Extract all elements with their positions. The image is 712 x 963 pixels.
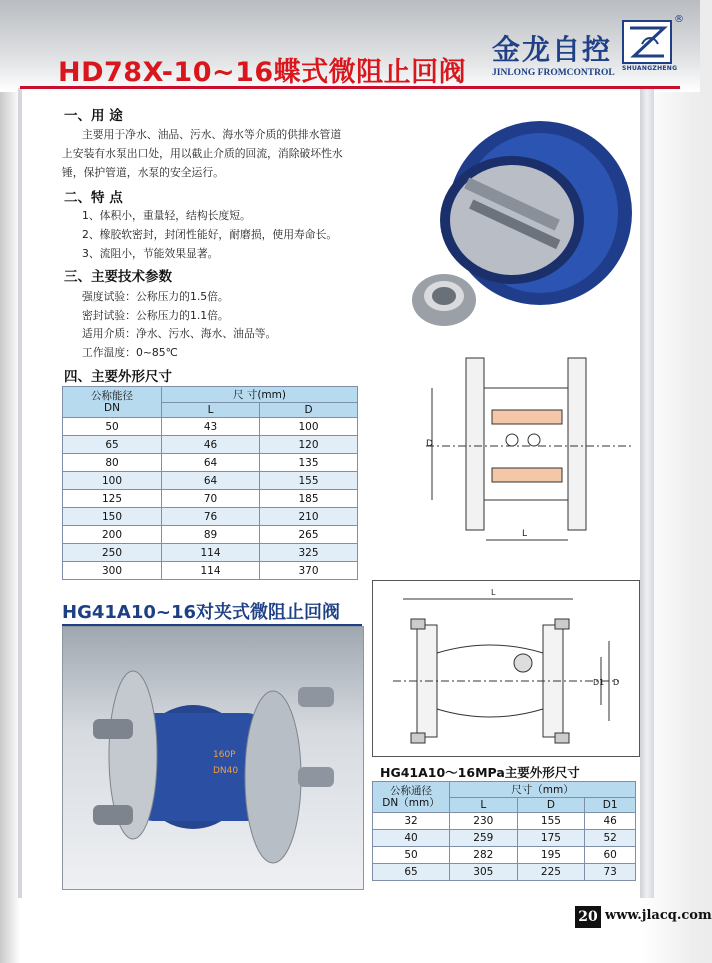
table-cell: 65 bbox=[373, 864, 450, 881]
table-cell: 64 bbox=[162, 472, 260, 490]
hg-section-title: HG41A10~16对夹式微阻止回阀 bbox=[62, 602, 340, 623]
brand-name-cn: 金龙自控 bbox=[492, 33, 613, 66]
table-cell: 282 bbox=[450, 847, 518, 864]
table-cell: 125 bbox=[63, 490, 162, 508]
table-cell: 32 bbox=[373, 813, 450, 830]
hg-section-drawing bbox=[373, 581, 639, 756]
logo-subtext: SHUANGZHENG bbox=[622, 65, 678, 72]
table-cell: 250 bbox=[63, 544, 162, 562]
dimension-table-hd78x bbox=[62, 386, 358, 580]
page-number: 20 bbox=[575, 906, 601, 928]
valve-photo-blue bbox=[440, 121, 632, 305]
hg-table-title: HG41A10～16MPa主要外形尺寸 bbox=[380, 765, 580, 780]
hg-product-photo bbox=[62, 626, 364, 890]
usage-line-2: 上安装有水泵出口处，用以截止介质的回流，消除破坏性水 bbox=[62, 147, 343, 160]
company-logo-icon bbox=[622, 20, 672, 64]
table-cell: 73 bbox=[585, 864, 636, 881]
label-d: D bbox=[426, 439, 433, 449]
table-cell: 225 bbox=[517, 864, 585, 881]
table-cell: 370 bbox=[260, 562, 358, 580]
usage-line-1: 主要用于净水、油品、污水、海水等介质的供排水管道 bbox=[82, 128, 342, 141]
table-cell: 175 bbox=[517, 830, 585, 847]
table-cell: 50 bbox=[373, 847, 450, 864]
col-size-header: 尺 寸(mm) bbox=[162, 387, 358, 403]
table-cell: 325 bbox=[260, 544, 358, 562]
website-link[interactable]: www.jlacq.com bbox=[605, 908, 712, 923]
table-cell: 40 bbox=[373, 830, 450, 847]
table-cell: 52 bbox=[585, 830, 636, 847]
col-d-header: D bbox=[260, 403, 358, 418]
valve-photo-small bbox=[412, 274, 476, 326]
t2-col-d-header: D bbox=[517, 798, 585, 813]
table-cell: 200 bbox=[63, 526, 162, 544]
param-item-2: 密封试验：公称压力的1.1倍。 bbox=[82, 309, 229, 322]
photo-pressure-mark: 160P bbox=[213, 750, 236, 760]
table-row bbox=[63, 418, 358, 436]
table-row bbox=[373, 830, 636, 847]
table-cell: 259 bbox=[450, 830, 518, 847]
hg-valve-photo bbox=[63, 627, 363, 889]
table-row bbox=[63, 436, 358, 454]
table-row bbox=[63, 454, 358, 472]
table-row bbox=[373, 813, 636, 830]
section-usage-heading: 一、用 途 bbox=[64, 108, 123, 124]
table-cell: 70 bbox=[162, 490, 260, 508]
table-row bbox=[63, 508, 358, 526]
hg-label-d: D bbox=[613, 678, 620, 687]
param-item-3: 适用介质：净水、污水、海水、油品等。 bbox=[82, 327, 277, 340]
feature-item-2: 2、橡胶软密封，封闭性能好，耐磨损，使用寿命长。 bbox=[82, 228, 338, 241]
table-cell: 76 bbox=[162, 508, 260, 526]
table-cell: 80 bbox=[63, 454, 162, 472]
table-cell: 100 bbox=[63, 472, 162, 490]
table-cell: 64 bbox=[162, 454, 260, 472]
table-row bbox=[63, 562, 358, 580]
table-cell: 195 bbox=[517, 847, 585, 864]
table-cell: 100 bbox=[260, 418, 358, 436]
registered-mark: ® bbox=[674, 14, 684, 25]
table-cell: 150 bbox=[63, 508, 162, 526]
col-l-header: L bbox=[162, 403, 260, 418]
label-l: L bbox=[522, 529, 528, 539]
table-cell: 89 bbox=[162, 526, 260, 544]
table-row bbox=[63, 526, 358, 544]
param-item-4: 工作温度：0~85℃ bbox=[82, 346, 178, 359]
section-params-heading: 三、主要技术参数 bbox=[64, 269, 172, 285]
table-row bbox=[63, 490, 358, 508]
hg-label-l: L bbox=[491, 588, 496, 597]
table-cell: 185 bbox=[260, 490, 358, 508]
table-cell: 46 bbox=[162, 436, 260, 454]
dimension-table-hg41a bbox=[372, 781, 636, 881]
table-row bbox=[373, 864, 636, 881]
table-row bbox=[373, 847, 636, 864]
hd78x-illustration bbox=[372, 88, 638, 562]
table-cell: 155 bbox=[260, 472, 358, 490]
table-row bbox=[63, 544, 358, 562]
table-cell: 65 bbox=[63, 436, 162, 454]
table-cell: 50 bbox=[63, 418, 162, 436]
table-cell: 46 bbox=[585, 813, 636, 830]
hg-drawing-frame bbox=[372, 580, 640, 757]
table-cell: 60 bbox=[585, 847, 636, 864]
table-cell: 114 bbox=[162, 544, 260, 562]
t2-col-l-header: L bbox=[450, 798, 518, 813]
table-cell: 210 bbox=[260, 508, 358, 526]
hd78x-section-drawing bbox=[426, 358, 632, 540]
param-item-1: 强度试验：公称压力的1.5倍。 bbox=[82, 290, 229, 303]
table-row bbox=[63, 472, 358, 490]
table-cell: 265 bbox=[260, 526, 358, 544]
hg-label-d1: D1 bbox=[593, 678, 605, 687]
t2-col-dn-header: 公称通径 DN（mm） bbox=[373, 782, 450, 813]
feature-item-3: 3、流阻小，节能效果显著。 bbox=[82, 247, 219, 260]
table-cell: 135 bbox=[260, 454, 358, 472]
table-cell: 43 bbox=[162, 418, 260, 436]
table-cell: 114 bbox=[162, 562, 260, 580]
brand-name-en: JINLONG FROMCONTROL bbox=[492, 68, 615, 78]
t2-col-d1-header: D1 bbox=[585, 798, 636, 813]
t2-col-size-header: 尺寸（mm） bbox=[450, 782, 636, 798]
feature-item-1: 1、体积小，重量轻，结构长度短。 bbox=[82, 209, 251, 222]
section-dims-heading: 四、主要外形尺寸 bbox=[64, 369, 172, 385]
col-dn-header: 公称能径 DN bbox=[63, 387, 162, 418]
section-features-heading: 二、特 点 bbox=[64, 190, 123, 206]
left-border bbox=[18, 88, 22, 898]
page-footer bbox=[575, 906, 712, 928]
table-cell: 230 bbox=[450, 813, 518, 830]
photo-dn-mark: DN40 bbox=[213, 766, 239, 776]
right-border bbox=[640, 88, 654, 898]
usage-line-3: 锤，保护管道，水泵的安全运行。 bbox=[62, 166, 224, 179]
table-cell: 300 bbox=[63, 562, 162, 580]
table-cell: 155 bbox=[517, 813, 585, 830]
table-cell: 305 bbox=[450, 864, 518, 881]
table-cell: 120 bbox=[260, 436, 358, 454]
page-title: HD78X-10~16蝶式微阻止回阀 bbox=[58, 57, 467, 88]
